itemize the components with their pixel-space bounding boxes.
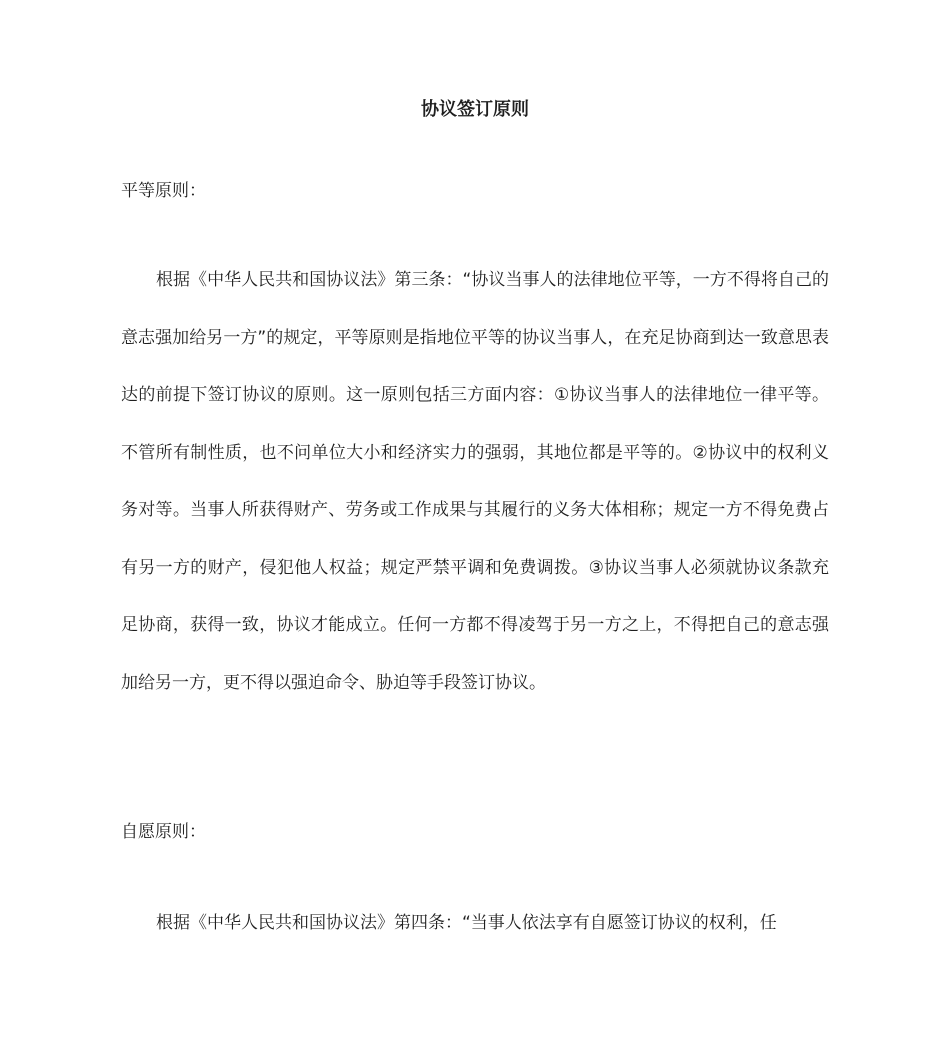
section-paragraph-equality: 根据《中华人民共和国协议法》第三条：“协议当事人的法律地位平等，一方不得将自己的意志强加给另一方”的规定，平等原则是指地位平等的协议当事人，在充足协商到达一致意思表达的前提下签订协议的原则。这一原则包括三方面内容：①协议当事人的法律地位一律平等。不管所有制性质，也不问单位大小和经济实力的强弱，其地位都是平等的。②协议中的权利义务对等。当事人所获得财产、劳务或工作成果与其履行的义务大体相称；规定一方不得免费占有另一方的财产，侵犯他人权益；规定严禁平调和免费调拨。③协议当事人必须就协议条款充足协商，获得一致，协议才能成立。任何一方都不得凌驾于另一方之上，不得把自己的意志强加给另一方，更不得以强迫命令、胁迫等手段签订协议。 [121, 270, 829, 693]
document-title: 协议签订原则 [421, 99, 529, 120]
section-heading-equality: 平等原则： [121, 181, 206, 201]
section-paragraph-voluntary: 根据《中华人民共和国协议法》第四条：“当事人依法享有自愿签订协议的权利，任 [156, 913, 777, 933]
section-heading-voluntary: 自愿原则： [121, 822, 206, 842]
